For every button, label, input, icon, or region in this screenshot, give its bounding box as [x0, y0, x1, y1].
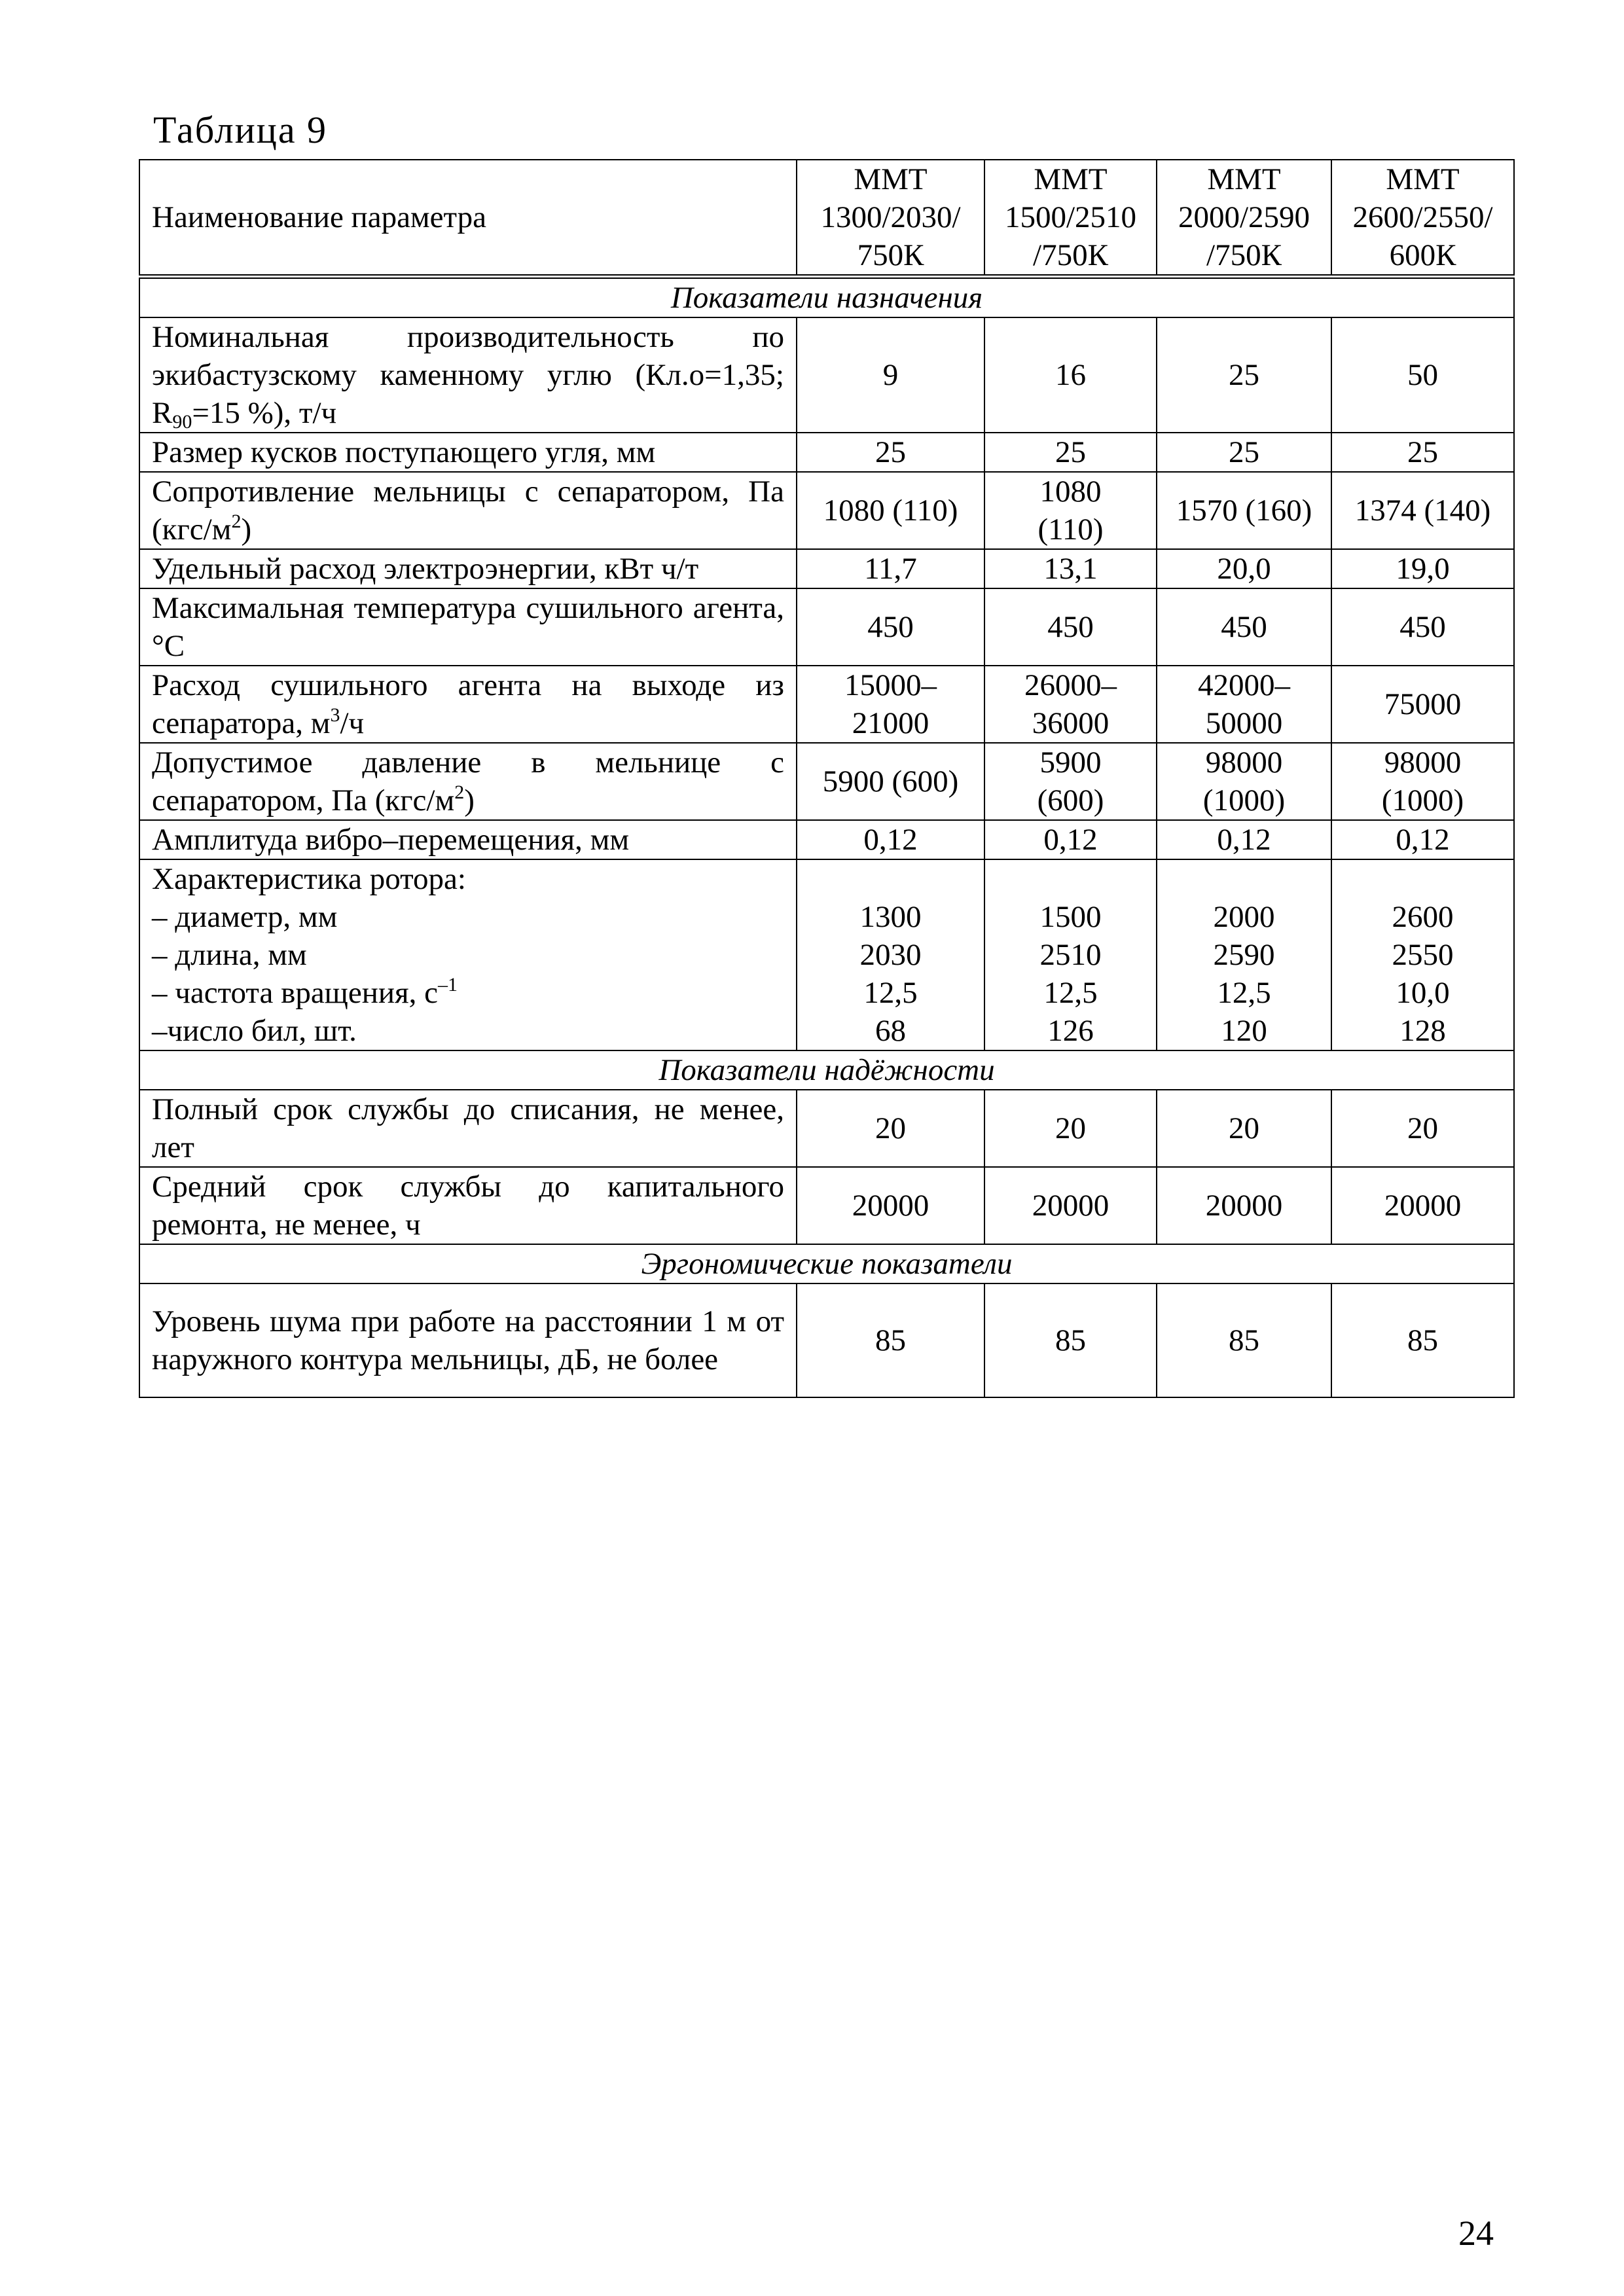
param-text: – частота вращения, с: [152, 976, 439, 1010]
value-line: 12,5: [1217, 976, 1271, 1010]
value-cell: 9: [797, 317, 984, 433]
header-model-3: [1157, 160, 1331, 277]
param-text: Допустимое давление в мельнице с сепаратором, Па (кгс/м: [152, 745, 784, 817]
value-cell: 450: [797, 588, 984, 666]
section-reliability: Показатели надёжности: [139, 1050, 1514, 1090]
table-row: [139, 1167, 1514, 1244]
value-cell: 19,0: [1331, 549, 1514, 588]
value-cell: 85: [797, 1283, 984, 1397]
value-line: 98000: [1384, 745, 1462, 780]
value-line: 2030: [859, 938, 922, 972]
value-cell: 0,12: [984, 820, 1157, 859]
value-cell: 20: [797, 1090, 984, 1167]
header-model-1-line: ММТ: [854, 162, 928, 196]
value-line: 12,5: [863, 976, 918, 1010]
table-header-row: [139, 160, 1514, 277]
value-cell: 25: [797, 433, 984, 472]
param-overhaul: Средний срок службы до капитального ремонта, не менее, ч: [139, 1167, 797, 1244]
value-line: 2550: [1392, 938, 1454, 972]
value-line: 15000–: [844, 668, 937, 702]
table-row: [139, 549, 1514, 588]
param-rotor: [139, 859, 797, 1050]
value-cell: [1157, 743, 1331, 820]
value-cell: 1374 (140): [1331, 472, 1514, 549]
value-line: 50000: [1205, 706, 1283, 740]
header-model-3-line: ММТ: [1207, 162, 1281, 196]
section-row: [139, 1050, 1514, 1090]
value-cell: 450: [1157, 588, 1331, 666]
value-cell: [797, 666, 984, 743]
value-line: 2000: [1213, 900, 1275, 934]
value-cell: 25: [984, 433, 1157, 472]
table-row: [139, 743, 1514, 820]
value-line: (1000): [1381, 783, 1464, 817]
param-capacity: [139, 317, 797, 433]
value-cell: 16: [984, 317, 1157, 433]
value-cell: [984, 743, 1157, 820]
rotor-speed-label: [152, 974, 784, 1012]
value-cell: 20000: [984, 1167, 1157, 1244]
table-row: [139, 317, 1514, 433]
value-cell: 85: [1157, 1283, 1331, 1397]
header-model-1-line: 1300/2030/: [820, 200, 961, 234]
page-number: 24: [1458, 2214, 1494, 2253]
param-pressure: [139, 743, 797, 820]
header-model-1: [797, 160, 984, 277]
param-text: ): [464, 783, 475, 817]
section-purpose: Показатели назначения: [139, 277, 1514, 318]
section-ergonomic: Эргономические показатели: [139, 1244, 1514, 1283]
header-model-4: [1331, 160, 1514, 277]
param-noise: Уровень шума при работе на расстоянии 1 м от наружного контура мельницы, дБ, не более: [139, 1283, 797, 1397]
table-row: [139, 1090, 1514, 1167]
value-line: 42000–: [1198, 668, 1290, 702]
value-cell: 20: [1331, 1090, 1514, 1167]
table-row: [139, 588, 1514, 666]
value-line: 126: [1047, 1014, 1094, 1048]
value-cell: 20,0: [1157, 549, 1331, 588]
param-text: Расход сушильного агента на выходе из сепаратора, м: [152, 668, 784, 740]
value-line: 5900: [1039, 745, 1102, 780]
value-line: 2510: [1039, 938, 1102, 972]
param-service-life: Полный срок службы до списания, не менее, лет: [139, 1090, 797, 1167]
value-cell: [984, 472, 1157, 549]
value-line: (600): [1037, 783, 1104, 817]
param-text: /ч: [340, 706, 365, 740]
param-agent-flow: [139, 666, 797, 743]
value-cell: 0,12: [1157, 820, 1331, 859]
value-cell: 0,12: [797, 820, 984, 859]
specification-table: [139, 159, 1515, 1398]
header-model-4-line: ММТ: [1386, 162, 1460, 196]
value-cell: 450: [984, 588, 1157, 666]
param-resistance: [139, 472, 797, 549]
rotor-title: Характеристика ротора:: [152, 862, 466, 896]
value-cell: 85: [984, 1283, 1157, 1397]
value-line: 10,0: [1396, 976, 1450, 1010]
value-line: 36000: [1032, 706, 1110, 740]
table-row: [139, 433, 1514, 472]
rotor-blades-label: –число бил, шт.: [152, 1014, 357, 1048]
value-line: 21000: [852, 706, 929, 740]
value-cell: 20: [1157, 1090, 1331, 1167]
value-cell: 25: [1331, 433, 1514, 472]
value-cell: 25: [1157, 433, 1331, 472]
value-line: 120: [1221, 1014, 1267, 1048]
value-line: 26000–: [1024, 668, 1117, 702]
header-param: Наименование параметра: [139, 160, 797, 277]
value-cell: 5900 (600): [797, 743, 984, 820]
value-cell: [797, 859, 984, 1050]
value-cell: [984, 859, 1157, 1050]
value-cell: 450: [1331, 588, 1514, 666]
param-superscript: 2: [454, 781, 465, 803]
table-row: [139, 859, 1514, 1050]
header-model-2-line: /750К: [1033, 238, 1108, 272]
header-model-4-line: 600К: [1389, 238, 1456, 272]
value-line: 128: [1399, 1014, 1446, 1048]
param-superscript: 2: [231, 511, 242, 532]
value-cell: 0,12: [1331, 820, 1514, 859]
table-row: [139, 472, 1514, 549]
value-cell: [1331, 859, 1514, 1050]
value-cell: 20000: [1157, 1167, 1331, 1244]
value-line: 2590: [1213, 938, 1275, 972]
value-cell: 1570 (160): [1157, 472, 1331, 549]
value-line: 98000: [1205, 745, 1283, 780]
value-cell: 25: [1157, 317, 1331, 433]
param-text: Сопротивление мельницы с сепаратором, Па (кгс/м: [152, 475, 784, 547]
value-cell: [1331, 743, 1514, 820]
value-cell: 13,1: [984, 549, 1157, 588]
param-text: =15 %), т/ч: [192, 396, 337, 430]
param-lump-size: Размер кусков поступающего угля, мм: [139, 433, 797, 472]
header-model-2-line: ММТ: [1034, 162, 1108, 196]
param-subscript: 90: [172, 411, 192, 433]
rotor-diameter-label: – диаметр, мм: [152, 900, 338, 934]
rotor-length-label: – длина, мм: [152, 938, 307, 972]
section-row: [139, 277, 1514, 318]
section-row: [139, 1244, 1514, 1283]
header-model-1-line: 750К: [857, 238, 924, 272]
header-model-3-line: /750К: [1206, 238, 1282, 272]
header-model-2-line: 1500/2510: [1004, 200, 1137, 234]
value-cell: [1157, 666, 1331, 743]
header-model-4-line: 2600/2550/: [1352, 200, 1493, 234]
value-cell: 20: [984, 1090, 1157, 1167]
param-superscript: 3: [330, 704, 340, 726]
value-line: 1080: [1039, 475, 1102, 509]
param-energy: Удельный расход электроэнергии, кВт ч/т: [139, 549, 797, 588]
table-row: [139, 820, 1514, 859]
value-line: 2600: [1392, 900, 1454, 934]
table-caption: Таблица 9: [153, 109, 328, 151]
value-cell: 50: [1331, 317, 1514, 433]
table-row: [139, 666, 1514, 743]
value-line: 1500: [1039, 900, 1102, 934]
header-model-2: [984, 160, 1157, 277]
value-cell: 20000: [797, 1167, 984, 1244]
value-cell: [984, 666, 1157, 743]
param-max-temp: Максимальная температура сушильного агента, °С: [139, 588, 797, 666]
value-cell: 85: [1331, 1283, 1514, 1397]
value-cell: 1080 (110): [797, 472, 984, 549]
param-amplitude: Амплитуда вибро–перемещения, мм: [139, 820, 797, 859]
value-line: 12,5: [1043, 976, 1098, 1010]
value-cell: [1157, 859, 1331, 1050]
value-cell: 11,7: [797, 549, 984, 588]
value-cell: 75000: [1331, 666, 1514, 743]
value-cell: 20000: [1331, 1167, 1514, 1244]
param-text: Номинальная производительность по экибастузскому каменному углю (Кл.о=1,35; R: [152, 320, 784, 430]
table-row: [139, 1283, 1514, 1397]
param-superscript: –1: [438, 974, 458, 996]
param-text: ): [241, 512, 252, 547]
value-line: (1000): [1202, 783, 1286, 817]
value-line: (110): [1038, 512, 1104, 547]
value-line: 68: [875, 1014, 906, 1048]
header-model-3-line: 2000/2590: [1178, 200, 1310, 234]
value-line: 1300: [859, 900, 922, 934]
